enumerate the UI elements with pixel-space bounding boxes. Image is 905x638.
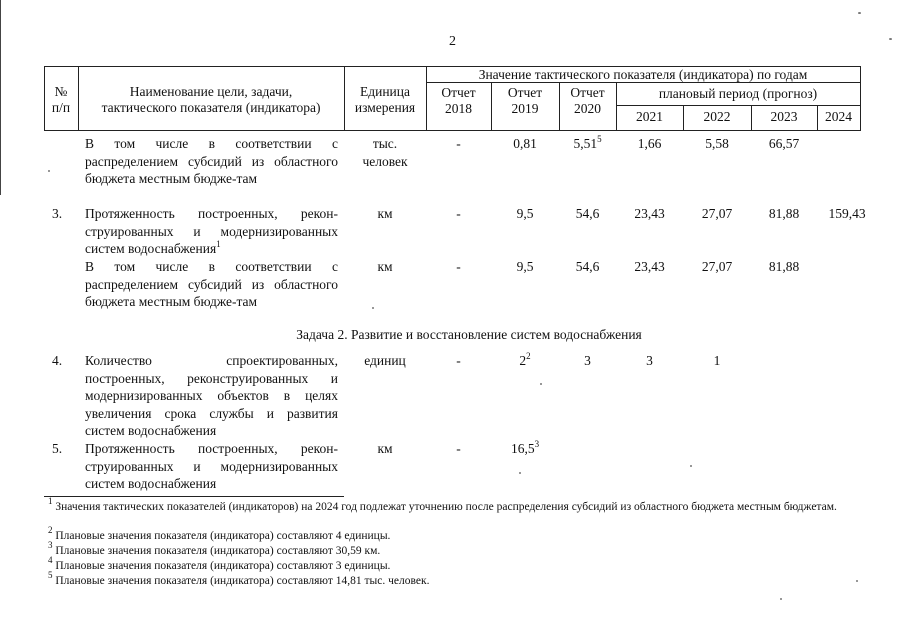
footnote-text: Плановые значения показателя (индикатора) составляют 30,59 км. [52, 545, 381, 557]
footnote-text: Плановые значения показателя (индикатора) составляют 4 единицы. [52, 530, 391, 542]
footnote-ref: 3 [534, 438, 540, 449]
value: 16,5 [510, 441, 535, 456]
header-year-2022: 2022 [703, 109, 731, 124]
header-plan-period: плановый период (прогноз) [658, 86, 818, 101]
footnote [48, 540, 866, 558]
header-year-2023: 2023 [770, 109, 798, 124]
header-vline [860, 66, 861, 131]
row-report-2018: - [456, 353, 461, 368]
row-report-2018: - [456, 136, 461, 151]
header-num: № п/п [51, 84, 71, 115]
page-number: 2 [449, 34, 456, 49]
row-num: 4. [52, 353, 63, 368]
footnote-mark: 4 [48, 555, 53, 566]
row-name: Протяженность построенных, рекон-струированных и модернизированных систем водоснабжения [85, 441, 338, 491]
header-report-2018: Отчет 2018 [441, 85, 476, 116]
section-title: Задача 2. Развитие и восстановление систем водоснабжения [296, 327, 642, 342]
header-unit: Единица измерения [354, 84, 416, 115]
row-report-2019 [491, 352, 559, 370]
row-unit: км [377, 441, 393, 456]
row-unit: км [377, 259, 393, 274]
scan-speck [889, 38, 892, 40]
row-plan-2022: 5,58 [705, 136, 729, 151]
scan-speck [856, 580, 858, 582]
scan-speck [780, 598, 782, 600]
scan-speck [519, 472, 521, 474]
footnote-ref: 2 [526, 350, 531, 361]
row-report-2020 [559, 135, 616, 153]
row-plan-2021: 23,43 [634, 259, 665, 274]
row-report-2019: 9,5 [516, 206, 534, 221]
header-report-2019: Отчет 2019 [507, 85, 543, 116]
scan-speck [48, 170, 50, 172]
row-report-2020: 54,6 [575, 259, 600, 274]
footnote-separator [44, 496, 344, 497]
row-unit: тыс. человек [362, 136, 408, 169]
row-name: В том числе в соответствии с распределением субсидий из областного бюджета местным бюдже-там [85, 136, 338, 186]
row-plan-2024: 159,43 [828, 206, 866, 221]
row-plan-2021: 23,43 [634, 206, 665, 221]
scan-speck [690, 465, 692, 467]
row-report-2020: 3 [584, 353, 591, 368]
row-report-2019 [491, 440, 559, 458]
footnote-mark: 2 [48, 525, 53, 536]
scan-speck [858, 12, 861, 14]
footnote [48, 496, 866, 514]
row-name: Количество спроектированных, построенных, реконструированных и модернизированных объектов в целях увеличения срока службы и развития систем водоснабжения [85, 353, 338, 438]
footnote-mark: 3 [48, 540, 53, 551]
footnote-mark: 5 [48, 570, 53, 581]
footnote-text: Плановые значения показателя (индикатора) составляют 14,81 тыс. человек. [52, 575, 430, 587]
header-year-2024: 2024 [825, 109, 852, 124]
footnote [48, 570, 866, 588]
row-name-text: Протяженность построенных, рекон-струированных и модернизированных систем водоснабжения [85, 206, 338, 256]
row-plan-2022: 27,07 [701, 259, 733, 274]
row-unit: единиц [364, 353, 406, 368]
row-name [85, 205, 338, 258]
footnote-mark: 1 [48, 496, 53, 507]
scan-speck [372, 307, 374, 309]
row-num: 3. [52, 206, 63, 221]
row-report-2019: 0,81 [513, 136, 537, 151]
footnote-text: Значения тактических показателей (индикаторов) на 2024 год подлежат уточнению после распределения субсидий из областного бюджета местным бюджетам. [52, 501, 837, 513]
footnote [48, 525, 866, 543]
row-report-2018: - [456, 441, 461, 456]
scan-speck [540, 383, 542, 385]
row-name: В том числе в соответствии с распределением субсидий из областного бюджета местным бюдже-там [85, 259, 338, 309]
row-plan-2023: 81,88 [768, 259, 800, 274]
row-plan-2022: 1 [713, 353, 721, 368]
row-report-2018: - [456, 259, 461, 274]
row-plan-2023: 66,57 [768, 136, 800, 151]
footnote [48, 555, 866, 573]
row-plan-2021: 1,66 [637, 136, 662, 151]
header-report-2020: Отчет 2020 [570, 85, 605, 116]
row-plan-2023: 81,88 [768, 206, 800, 221]
header-plan-divider [616, 105, 860, 106]
header-bottom-border [44, 130, 860, 131]
scan-edge [0, 0, 1, 195]
row-num: 5. [52, 441, 63, 456]
row-report-2019: 9,5 [516, 259, 534, 274]
footnote-ref: 5 [597, 133, 602, 144]
row-unit: км [377, 206, 393, 221]
footnote-text: Плановые значения показателя (индикатора) составляют 3 единицы. [52, 560, 391, 572]
header-values-title: Значение тактического показателя (индикатора) по годам [478, 67, 808, 82]
row-plan-2022: 27,07 [701, 206, 733, 221]
header-name: Наименование цели, задачи, тактического показателя (индикатора) [101, 84, 321, 115]
value: 5,51 [573, 136, 598, 151]
header-year-2021: 2021 [636, 109, 663, 124]
footnote-ref: 1 [216, 238, 221, 249]
row-report-2020: 54,6 [575, 206, 600, 221]
row-plan-2021: 3 [646, 353, 653, 368]
value: 2 [519, 353, 527, 368]
row-report-2018: - [456, 206, 461, 221]
